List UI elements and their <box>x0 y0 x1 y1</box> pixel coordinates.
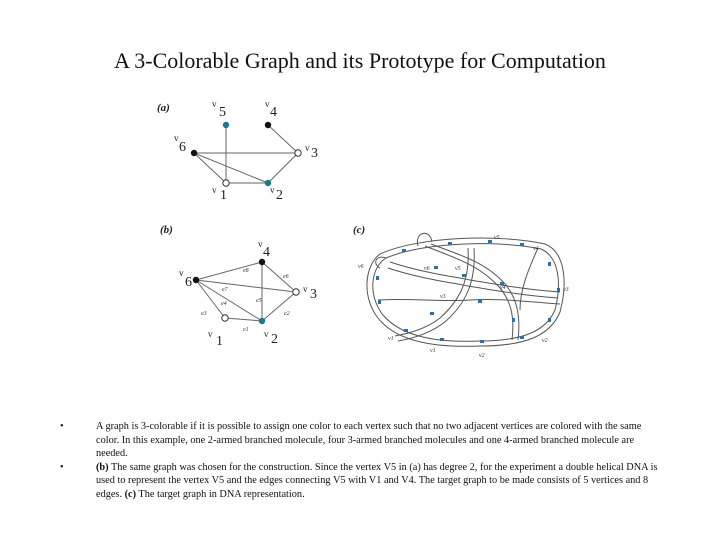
bullet-item <box>58 461 658 502</box>
label-b-v1-v: v <box>208 329 213 339</box>
label-b-v6-v: v <box>179 268 184 278</box>
c-label-v3-inner: v3 <box>440 294 446 300</box>
edge-label-e1: e1 <box>243 327 249 333</box>
c-label-v5-inner: v5 <box>455 266 461 272</box>
label-b-v2-n: 2 <box>271 332 278 347</box>
c-label-v2-bottom: v2 <box>479 353 485 359</box>
marker <box>548 318 551 322</box>
bullet-label-c: (c) <box>124 488 137 500</box>
marker <box>404 329 408 332</box>
c-label-v3: v3 <box>563 287 569 293</box>
marker <box>478 300 482 303</box>
edge-b-v6-v3 <box>196 280 296 292</box>
edge-v6-v2 <box>194 153 268 183</box>
panel-c-label: (c) <box>353 224 366 236</box>
edge-label-e7: e7 <box>222 287 228 293</box>
edge-b-v6-v4 <box>196 262 262 280</box>
edge-label-e4: e4 <box>221 301 227 307</box>
c-label-v1: v1 <box>388 336 394 342</box>
bullet-text-part1: The same graph was chosen for the construction. Since the vertex V5 in (a) has degree 2, for the experiment a double helical DNA is used to represent the vertex V5 and the edges connecting V5 with V1 and V4. The target graph to be made consists of 5 vertices and 8 edges. <box>96 461 658 500</box>
edge-label-e3: e3 <box>201 311 207 317</box>
vertex-v5 <box>223 122 229 128</box>
c-label-v1-bottom: v1 <box>430 348 436 354</box>
label-b-v4-v: v <box>258 239 263 249</box>
label-b-v3-v: v <box>303 284 308 294</box>
panel-a-label: (a) <box>157 102 170 114</box>
strand-3 <box>395 248 468 336</box>
vertex-b-v6 <box>193 277 199 283</box>
label-v4-v: v <box>265 99 270 109</box>
panel-c <box>353 224 569 359</box>
c-label-v4: v4 <box>533 246 539 252</box>
edge-label-e8: e8 <box>243 268 249 274</box>
edge-label-e6: e6 <box>283 274 289 280</box>
vertex-v4 <box>265 122 271 128</box>
c-label-v4-inner: v4 <box>500 285 506 291</box>
edge-b-v1-v2 <box>225 318 262 321</box>
marker <box>512 318 515 322</box>
marker <box>557 288 560 292</box>
marker <box>520 336 524 339</box>
label-b-v4-n: 4 <box>263 245 270 260</box>
panel-b <box>160 224 317 349</box>
label-v6-n: 6 <box>179 140 186 155</box>
edge-label-e2: e2 <box>284 311 290 317</box>
vertex-v3 <box>295 150 301 156</box>
marker <box>548 262 551 266</box>
marker <box>462 274 466 277</box>
label-b-v3-n: 3 <box>310 287 317 302</box>
label-v5-v: v <box>212 99 217 109</box>
marker <box>448 242 452 245</box>
edge-v4-v3 <box>268 125 298 153</box>
c-label-v6: v6 <box>358 264 364 270</box>
bullet-item <box>58 420 658 461</box>
edge-v3-v2 <box>268 153 298 183</box>
marker <box>376 276 379 280</box>
outer-ring-inner <box>373 244 559 342</box>
vertex-b-v2 <box>259 318 265 324</box>
label-v3-n: 3 <box>311 146 318 161</box>
label-v1-n: 1 <box>220 188 227 203</box>
vertex-v1 <box>223 180 229 186</box>
slide-title: A 3-Colorable Graph and its Prototype for Computation <box>114 48 606 73</box>
vertex-v6 <box>191 150 197 156</box>
marker <box>480 340 484 343</box>
label-v2-v: v <box>270 185 275 195</box>
loop-1 <box>417 233 432 246</box>
bullet-marker: • <box>60 421 64 432</box>
marker <box>430 312 434 315</box>
edge-v6-v1 <box>194 153 226 183</box>
marker <box>434 266 438 269</box>
label-b-v6-n: 6 <box>185 275 192 290</box>
panel-a <box>157 99 318 203</box>
bullet-marker: • <box>60 461 64 473</box>
label-v1-v: v <box>212 185 217 195</box>
strand-3b <box>398 248 474 341</box>
vertex-b-v1 <box>222 315 228 321</box>
edge-label-e5: e5 <box>256 298 262 304</box>
label-v2-n: 2 <box>276 188 283 203</box>
edge-b-v3-v2 <box>262 292 296 321</box>
bullet-label-b: (b) <box>96 461 109 473</box>
label-v3-v: v <box>305 143 310 153</box>
marker <box>520 243 524 246</box>
bullet-text-part2: The target graph in DNA representation. <box>136 488 305 500</box>
marker <box>440 338 444 341</box>
strand-4 <box>378 299 560 304</box>
marker <box>402 249 406 252</box>
label-v6-v: v <box>174 133 179 143</box>
label-v4-n: 4 <box>270 105 277 120</box>
marker <box>378 300 381 304</box>
panel-b-label: (b) <box>160 224 173 236</box>
marker <box>488 240 492 243</box>
bullet-text: A graph is 3-colorable if it is possible to assign one color to each vertex such that no two adjacent vertices are colored with the same color. In this example, one 2-armed branched molecule, four 3-armed branched molecules and one 4-armed branched molecule are needed. <box>96 421 642 460</box>
vertex-b-v3 <box>293 289 299 295</box>
c-label-v6-inner: v6 <box>424 266 430 272</box>
label-b-v1-n: 1 <box>216 334 223 349</box>
c-label-v5: v5 <box>494 235 500 241</box>
label-b-v2-v: v <box>264 329 269 339</box>
bullet-list <box>58 420 658 502</box>
edge-b-v4-v3 <box>262 262 296 292</box>
c-label-v2: v2 <box>542 338 548 344</box>
label-v5-n: 5 <box>219 105 226 120</box>
strand-1 <box>425 246 513 340</box>
